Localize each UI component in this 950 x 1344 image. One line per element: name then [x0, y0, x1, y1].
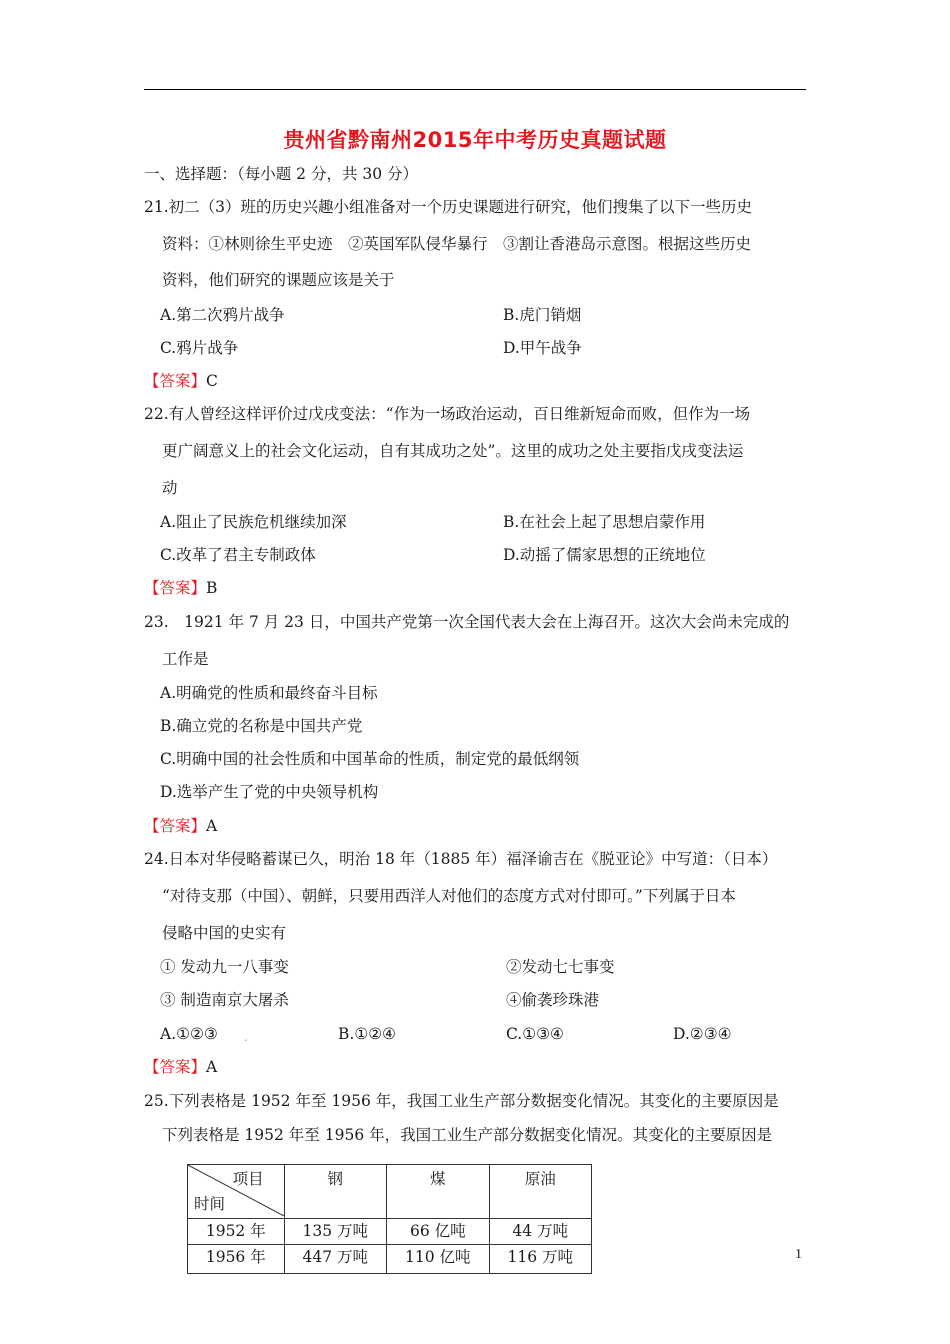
answer-value: A [206, 1058, 218, 1076]
answer-value: A [206, 817, 218, 835]
q24-line2: “对待支那（中国）、朝鲜，只要用西洋人对他们的态度方式对付即可。”下列属于日本 [162, 887, 736, 905]
q22-option-a: A.阻止了民族危机继续加深 [160, 513, 347, 531]
cell-oil: 44 万吨 [489, 1219, 591, 1245]
q24-option-d: D.②③④ [673, 1025, 732, 1043]
column-header-coal: 煤 [387, 1165, 489, 1219]
q24-option-b: B.①②④ [338, 1025, 397, 1043]
section-heading: 一、选择题：（每小题 2 分，共 30 分） [144, 165, 419, 183]
column-header-steel: 钢 [284, 1165, 386, 1219]
page-number: 1 [795, 1247, 802, 1262]
page-title: 贵州省黔南州2015年中考历史真题试题 [283, 128, 667, 152]
answer-label: 【答案】 [144, 1058, 207, 1076]
q22-option-d: D.动摇了儒家思想的正统地位 [503, 546, 706, 564]
q24-item-1: ① 发动九一八事变 [160, 958, 289, 976]
q24-option-a: A.①②③ [160, 1025, 218, 1043]
q22-line2: 更广阔意义上的社会文化运动，自有其成功之处”。这里的成功之处主要指戊戌变法运 [162, 442, 744, 460]
header-rule [144, 89, 806, 90]
table-corner-header [188, 1165, 285, 1219]
answer-label: 【答案】 [144, 817, 207, 835]
q24-item-3: ③ 制造南京大屠杀 [160, 991, 289, 1009]
q24-item-4: ④偷袭珍珠港 [506, 991, 600, 1009]
q21-line3: 资料，他们研究的课题应该是关于 [162, 271, 395, 289]
row-year: 1952 年 [188, 1219, 285, 1245]
q22-answer [144, 578, 217, 598]
table-row [188, 1219, 592, 1245]
q21-option-d: D.甲午战争 [503, 339, 582, 357]
cell-oil: 116 万吨 [489, 1245, 591, 1274]
header-time-label: 时间 [194, 1195, 226, 1213]
q22-line1: 22.有人曾经这样评价过戊戌变法：“作为一场政治运动，百日维新短命而败，但作为一场 [144, 405, 751, 423]
q25-line2: 下列表格是 1952 年至 1956 年，我国工业生产部分数据变化情况。其变化的主要原因是 [162, 1126, 773, 1144]
q21-option-b: B.虎门销烟 [503, 306, 582, 324]
q23-line2: 工作是 [162, 650, 209, 668]
stray-mark: . [244, 1030, 248, 1044]
q24-item-2: ②发动七七事变 [506, 958, 615, 976]
cell-coal: 66 亿吨 [387, 1219, 489, 1245]
q21-option-c: C.鸦片战争 [160, 339, 239, 357]
q21-option-a: A.第二次鸦片战争 [160, 306, 285, 324]
answer-label: 【答案】 [144, 579, 207, 597]
production-table [187, 1164, 592, 1274]
q24-line3: 侵略中国的史实有 [162, 924, 287, 942]
header-item-label: 项目 [232, 1170, 264, 1188]
q22-option-b: B.在社会上起了思想启蒙作用 [503, 513, 706, 531]
q24-option-c: C.①③④ [506, 1025, 564, 1043]
q25-line1: 25.下列表格是 1952 年至 1956 年，我国工业生产部分数据变化情况。其变化的主要原因是 [144, 1092, 779, 1110]
q24-line1: 24.日本对华侵略蓄谋已久，明治 18 年（1885 年）福泽谕吉在《脱亚论》中写道：（日本） [144, 850, 778, 868]
q23-option-a: A.明确党的性质和最终奋斗目标 [160, 684, 378, 702]
q24-answer [144, 1057, 217, 1077]
answer-value: B [206, 579, 218, 597]
q23-option-d: D.选举产生了党的中央领导机构 [160, 783, 379, 801]
q23-option-c: C.明确中国的社会性质和中国革命的性质，制定党的最低纲领 [160, 750, 580, 768]
q21-line2: 资料：①林则徐生平史迹 ②英国军队侵华暴行 ③割让香港岛示意图。根据这些历史 [162, 235, 752, 253]
q21-line1: 21.初二（3）班的历史兴趣小组准备对一个历史课题进行研究，他们搜集了以下一些历史 [144, 198, 753, 216]
cell-steel: 447 万吨 [284, 1245, 386, 1274]
q22-line3: 动 [162, 479, 178, 497]
answer-label: 【答案】 [144, 372, 207, 390]
table-row [188, 1245, 592, 1274]
q21-answer [144, 371, 218, 391]
q23-answer [144, 816, 217, 836]
cell-steel: 135 万吨 [284, 1219, 386, 1245]
q23-line1: 23. 1921 年 7 月 23 日，中国共产党第一次全国代表大会在上海召开。这次大会尚未完成的 [144, 613, 790, 631]
column-header-oil: 原油 [489, 1165, 591, 1219]
row-year: 1956 年 [188, 1245, 285, 1274]
answer-value: C [206, 372, 218, 390]
cell-coal: 110 亿吨 [387, 1245, 489, 1274]
q22-option-c: C.改革了君主专制政体 [160, 546, 316, 564]
q23-option-b: B.确立党的名称是中国共产党 [160, 717, 363, 735]
